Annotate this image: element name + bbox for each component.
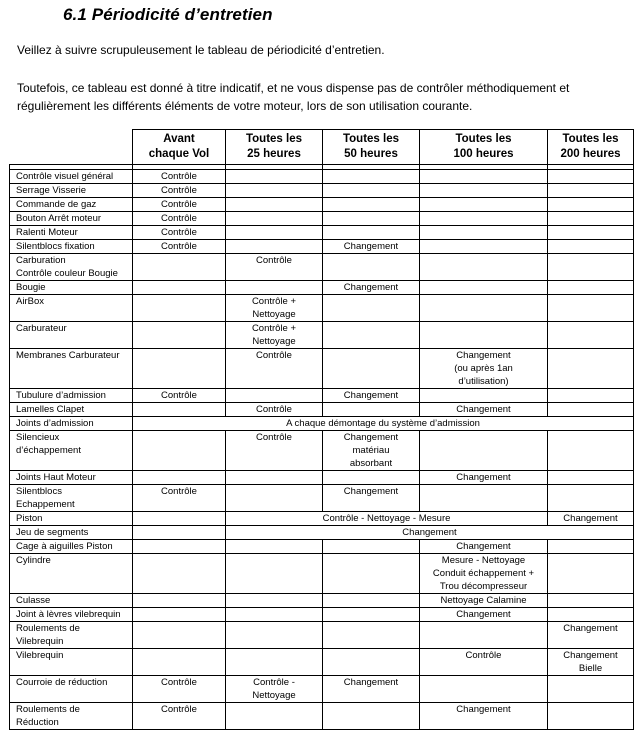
table-cell [323,594,420,608]
table-row [10,676,634,703]
table-cell [226,198,323,212]
table-cell: Contrôle + Nettoyage [226,322,323,349]
table-cell [133,349,226,389]
row-label: Jeu de segments [10,526,133,540]
table-row [10,281,634,295]
table-row [10,226,634,240]
table-cell [548,198,634,212]
table-row [10,212,634,226]
table-cell: Changement [420,608,548,622]
table-cell [133,471,226,485]
table-row [10,594,634,608]
table-cell: Contrôle [133,485,226,512]
table-cell [226,540,323,554]
row-label: Joints d’admission [10,417,133,431]
row-label: Carburateur [10,322,133,349]
row-label: Tubulure d’admission [10,389,133,403]
table-cell [226,184,323,198]
table-cell [548,389,634,403]
table-cell [323,403,420,417]
table-cell [548,540,634,554]
maintenance-schedule-table [9,129,634,730]
table-cell [548,184,634,198]
row-label: Joints Haut Moteur [10,471,133,485]
table-cell [133,431,226,471]
table-body [10,165,634,730]
table-row [10,170,634,184]
table-cell: Changement matériau absorbant [323,431,420,471]
table-row [10,198,634,212]
table-cell: Contrôle - Nettoyage [226,676,323,703]
table-row [10,540,634,554]
table-cell [133,622,226,649]
column-header: Toutes les 50 heures [323,130,420,165]
column-header: Avant chaque Vol [133,130,226,165]
table-cell [420,431,548,471]
table-cell [323,295,420,322]
table-cell [226,212,323,226]
row-label: Roulements de Vilebrequin [10,622,133,649]
column-header: Toutes les 100 heures [420,130,548,165]
table-cell: Changement [323,240,420,254]
table-cell [548,322,634,349]
row-label: Membranes Carburateur [10,349,133,389]
table-cell [226,554,323,594]
table-cell [420,240,548,254]
table-cell: Contrôle [226,403,323,417]
table-cell: Changement [323,389,420,403]
table-cell: Changement (ou après 1an d’utilisation) [420,349,548,389]
table-cell [133,254,226,281]
table-cell: Changement [420,540,548,554]
table-cell [420,485,548,512]
table-cell [548,212,634,226]
table-row [10,471,634,485]
table-cell [548,170,634,184]
table-cell [226,226,323,240]
table-cell [548,594,634,608]
row-label: Vilebrequin [10,649,133,676]
table-cell [420,295,548,322]
table-cell [420,281,548,295]
table-cell [323,608,420,622]
row-label: Joint à lèvres vilebrequin [10,608,133,622]
table-cell: Changement [420,471,548,485]
row-label: Silentblocs fixation [10,240,133,254]
row-label: Contrôle visuel général [10,170,133,184]
table-cell [548,554,634,594]
table-row [10,349,634,389]
header-row [10,130,634,165]
table-cell: Changement [323,281,420,295]
section-heading: 6.1 Périodicité d’entretien [63,5,273,24]
table-row [10,512,634,526]
intro-text: Veillez à suivre scrupuleusement le tableau de périodicité d’entretien. [17,43,385,57]
table-cell [323,649,420,676]
table-cell [548,608,634,622]
table-cell [133,512,226,526]
table-cell [226,471,323,485]
table-row [10,703,634,730]
table-cell [226,170,323,184]
table-cell [323,198,420,212]
table-cell: Contrôle [133,703,226,730]
table-cell [226,240,323,254]
table-cell [133,608,226,622]
table-cell [133,295,226,322]
table-cell [226,622,323,649]
table-cell: Changement Bielle [548,649,634,676]
table-cell [548,485,634,512]
row-label: Commande de gaz [10,198,133,212]
table-cell [420,212,548,226]
table-cell [420,254,548,281]
table-cell [226,485,323,512]
table-cell [548,431,634,471]
row-label: Silentblocs Echappement [10,485,133,512]
row-label: Bougie [10,281,133,295]
table-cell: Contrôle [133,184,226,198]
table-cell [133,403,226,417]
table-row [10,649,634,676]
table-cell [323,540,420,554]
row-label: Ralenti Moteur [10,226,133,240]
table-row [10,240,634,254]
table-cell [548,226,634,240]
table-cell [323,349,420,389]
table-cell: Contrôle [226,254,323,281]
table-cell [323,322,420,349]
note-line-2: régulièrement les différents éléments de votre moteur, lors de son utilisation courante. [17,99,473,113]
table-cell [420,170,548,184]
table-cell [548,254,634,281]
table-cell: Contrôle [133,676,226,703]
table-cell [226,594,323,608]
row-label: Cylindre [10,554,133,594]
table-row [10,622,634,649]
header-corner [10,130,133,165]
table-cell [420,184,548,198]
table-cell: Contrôle [133,226,226,240]
table-row [10,184,634,198]
table-cell [133,322,226,349]
column-header: Toutes les 200 heures [548,130,634,165]
row-label: AirBox [10,295,133,322]
table-row [10,389,634,403]
table-cell: Mesure - Nettoyage Conduit échappement + Trou décompresseur [420,554,548,594]
table-cell: Changement [226,526,634,540]
table-cell: Contrôle [133,212,226,226]
table-cell [226,649,323,676]
table-cell [323,212,420,226]
row-label: Bouton Arrêt moteur [10,212,133,226]
row-label: Culasse [10,594,133,608]
table-cell [420,198,548,212]
table-cell [548,403,634,417]
row-label: Carburation Contrôle couleur Bougie [10,254,133,281]
table-cell [548,349,634,389]
table-cell [548,281,634,295]
table-cell: Changement [323,676,420,703]
table-row [10,608,634,622]
table-cell: Contrôle [420,649,548,676]
table-cell [226,703,323,730]
table-cell [323,622,420,649]
table-cell [420,389,548,403]
table-cell: Contrôle [133,240,226,254]
row-label: Roulements de Réduction [10,703,133,730]
table-cell: Changement [420,403,548,417]
table-cell [133,281,226,295]
table-cell [323,254,420,281]
table-cell [226,389,323,403]
table-cell: Contrôle [226,349,323,389]
table-row [10,554,634,594]
table-cell [226,281,323,295]
row-label: Cage à aiguilles Piston [10,540,133,554]
table-cell [133,594,226,608]
table-cell [548,703,634,730]
table-cell: Contrôle - Nettoyage - Mesure [226,512,548,526]
table-cell: A chaque démontage du système d’admission [133,417,634,431]
table-row [10,485,634,512]
table-cell [323,170,420,184]
table-cell [226,608,323,622]
table-cell [133,554,226,594]
column-header: Toutes les 25 heures [226,130,323,165]
table-cell: Changement [548,512,634,526]
table-row [10,295,634,322]
table-row [10,431,634,471]
table-row [10,526,634,540]
table-cell: Contrôle + Nettoyage [226,295,323,322]
table-cell [323,226,420,240]
table-cell [548,240,634,254]
table-cell: Contrôle [133,170,226,184]
table-cell: Changement [323,485,420,512]
table-cell [323,703,420,730]
table-cell [133,540,226,554]
table-cell [420,322,548,349]
row-label: Silencieux d’échappement [10,431,133,471]
table-cell [133,526,226,540]
table-cell [548,471,634,485]
row-label: Piston [10,512,133,526]
table-row [10,322,634,349]
table-cell: Contrôle [226,431,323,471]
table-cell: Changement [548,622,634,649]
table-row [10,254,634,281]
table-cell [323,471,420,485]
table-cell [548,676,634,703]
table-row [10,417,634,431]
table-cell: Contrôle [133,389,226,403]
table-cell [420,226,548,240]
table-cell [323,184,420,198]
table-cell [420,676,548,703]
table-cell: Changement [420,703,548,730]
table-cell [420,622,548,649]
row-label: Serrage Visserie [10,184,133,198]
table-cell [133,649,226,676]
table-cell: Contrôle [133,198,226,212]
row-label: Lamelles Clapet [10,403,133,417]
row-label: Courroie de réduction [10,676,133,703]
table-cell [548,295,634,322]
table-row [10,403,634,417]
table-cell [323,554,420,594]
note-line-1: Toutefois, ce tableau est donné à titre indicatif, et ne vous dispense pas de contrôler méthodiquement et [17,81,570,95]
table-cell: Nettoyage Calamine [420,594,548,608]
